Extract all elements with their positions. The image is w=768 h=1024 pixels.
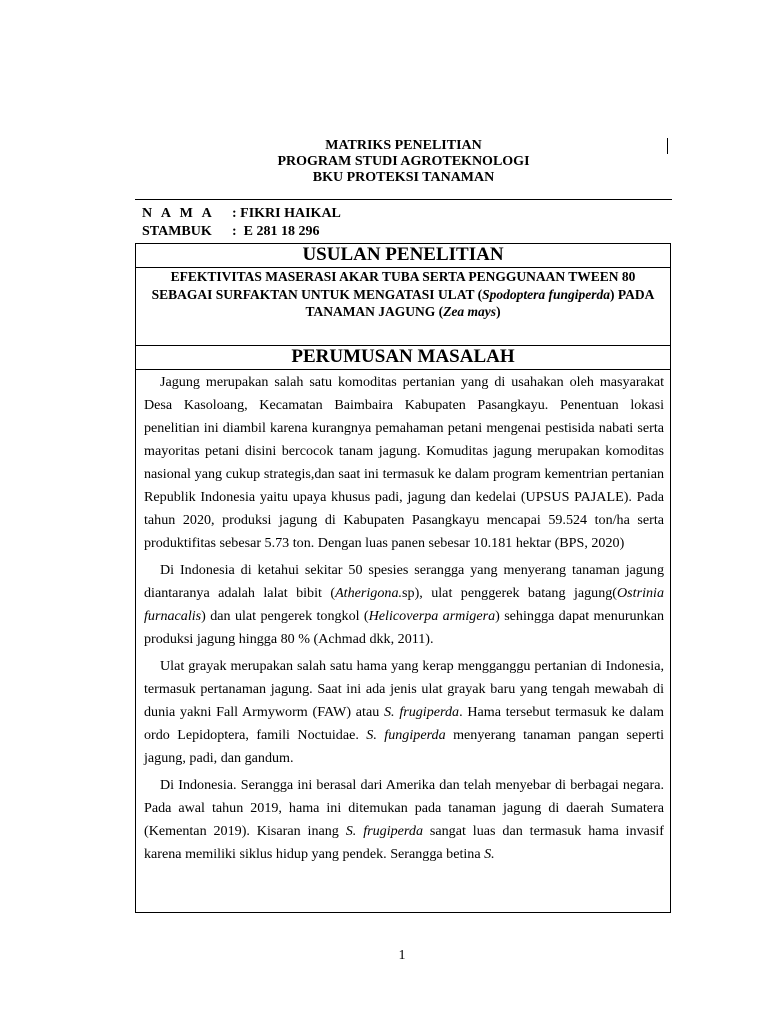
problem-heading: PERUMUSAN MASALAH (136, 346, 670, 370)
proposal-title: EFEKTIVITAS MASERASI AKAR TUBA SERTA PENGGUNAAN TWEEN 80 SEBAGAI SURFAKTAN UNTUK MENGATASI ULAT (Spodoptera fungiperda) PADA TANAMAN JAGUNG (Zea mays) (136, 268, 670, 346)
id-label: STAMBUK (142, 224, 212, 239)
document-header (135, 138, 672, 186)
proposal-heading: USULAN PENELITIAN (136, 244, 670, 268)
name-row (142, 205, 341, 223)
id-row (142, 223, 341, 241)
problem-body (136, 370, 670, 866)
id-value: : E 281 18 296 (232, 224, 320, 239)
paragraph: Ulat grayak merupakan salah satu hama yang kerap mengganggu pertanian di Indonesia, termasuk pertanaman jagung. Saat ini ada jenis ulat grayak baru yang tengah mewabah di dunia yakni Fall Armyworm (FAW) atau S. frugiperda. Hama tersebut termasuk ke dalam ordo Lepidoptera, famili Noctuidae. S. fungiperda menyerang tanaman pangan seperti jagung, padi, dan gandum. (144, 658, 664, 766)
header-unit: BKU PROTEKSI TANAMAN (312, 170, 495, 185)
research-matrix-table (135, 243, 671, 913)
name-value: : FIKRI HAIKAL (232, 206, 341, 221)
species-name: Zea mays (443, 304, 497, 319)
species-name: Spodoptera fungiperda (482, 286, 610, 302)
name-label: N A M A (142, 206, 215, 221)
header-program: PROGRAM STUDI AGROTEKNOLOGI (277, 154, 530, 169)
paragraph: Jagung merupakan salah satu komoditas pertanian yang di usahakan oleh masyarakat Desa Kasoloang, Kecamatan Baimbaira Kabupaten Pasangkayu. Penentuan lokasi penelitian ini diambil karena kurangnya pemahaman petani mengenai pestisida nabati serta mayoritas petani disini bercocok tanam jagung. Komuditas jagung merupakan komoditas nasional yang cukup strategis,dan saat ini termasuk ke dalam program kementrian pertanian Republik Indonesia yaitu upaya khusus padi, jagung dan kedelai (UPSUS PAJALE). Pada tahun 2020, produksi jagung di Kabupaten Pasangkayu mencapai 59.524 ton/ha serta produktifitas sebesar 5.73 ton. Dengan luas panen sebesar 10.181 hektar (BPS, 2020) (144, 374, 664, 551)
header-divider (135, 199, 672, 200)
paragraph: Di Indonesia di ketahui sekitar 50 spesies serangga yang menyerang tanaman jagung diantaranya adalah lalat bibit (Atherigona.sp), ulat penggerek batang jagung(Ostrinia furnacalis) dan ulat pengerek tongkol (Helicoverpa armigera) sehingga dapat menurunkan produksi jagung hingga 80 % (Achmad dkk, 2011). (144, 562, 665, 647)
header-title: MATRIKS PENELITIAN (325, 138, 482, 153)
page-number: 1 (398, 948, 406, 963)
identity-block (142, 205, 341, 241)
paragraph: Di Indonesia. Serangga ini berasal dari Amerika dan telah menyebar di berbagai negara. Pada awal tahun 2019, hama ini ditemukan pada tanaman jagung di daerah Sumatera (Kementan 2019). Kisaran inang S. frugiperda sangat luas dan termasuk hama invasif karena memiliki siklus hidup yang pendek. Serangga betina S. (144, 777, 664, 862)
